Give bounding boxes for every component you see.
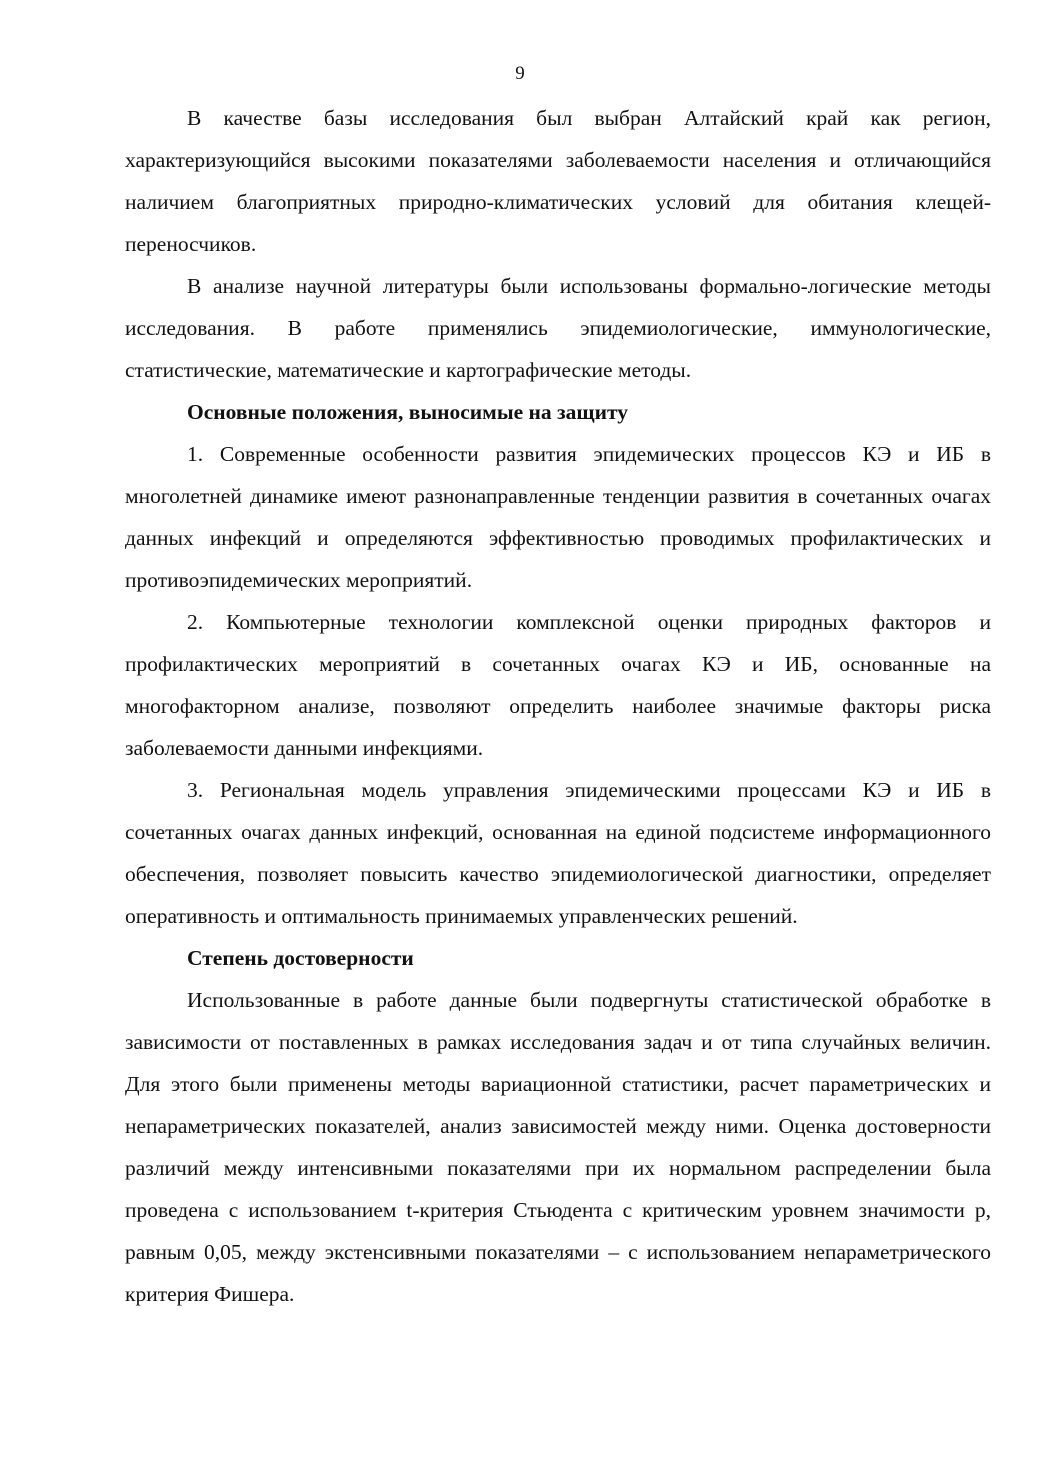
paragraph-provision-1: 1. Современные особенности развития эпидемических процессов КЭ и ИБ в многолетней динамике имеют разнонаправленные тенденции развития в сочетанных очагах данных инфекций и определяются эффективностью проводимых профилактических и противоэпидемических мероприятий. — [125, 442, 991, 592]
section-heading-main-provisions: Основные положения, выносимые на защиту — [187, 400, 628, 424]
paragraph-methods: В анализе научной литературы были использованы формально-логические методы исследования. В работе применялись эпидемиологические, иммунологические, статистические, математические и картографические методы. — [125, 274, 991, 382]
paragraph-reliability: Использованные в работе данные были подвергнуты статистической обработке в зависимости от поставленных в рамках исследования задач и от типа случайных величин. Для этого были применены методы вариационной статистики, расчет параметрических и непараметрических показателей, анализ зависимостей между ними. Оценка достоверности различий между интенсивными показателями при их нормальном распределении была проведена с использованием t-критерия Стьюдента с критическим уровнем значимости р, равным 0,05, между экстенсивными показателями – с использованием непараметрического критерия Фишера. — [125, 988, 991, 1306]
page-number: 9 — [515, 63, 525, 84]
paragraph-study-base: В качестве базы исследования был выбран Алтайский край как регион, характеризующийся высокими показателями заболеваемости населения и отличающийся наличием благоприятных природно-климатических условий для обитания клещей-переносчиков. — [125, 106, 991, 256]
section-heading-reliability: Степень достоверности — [187, 946, 414, 970]
paragraph-provision-2: 2. Компьютерные технологии комплексной оценки природных факторов и профилактических мероприятий в сочетанных очагах КЭ и ИБ, основанные на многофакторном анализе, позволяют определить наиболее значимые факторы риска заболеваемости данными инфекциями. — [125, 610, 991, 760]
document-body — [125, 97, 991, 1315]
paragraph-provision-3: 3. Региональная модель управления эпидемическими процессами КЭ и ИБ в сочетанных очагах данных инфекций, основанная на единой подсистеме информационного обеспечения, позволяет повысить качество эпидемиологической диагностики, определяет оперативность и оптимальность принимаемых управленческих решений. — [125, 778, 991, 928]
